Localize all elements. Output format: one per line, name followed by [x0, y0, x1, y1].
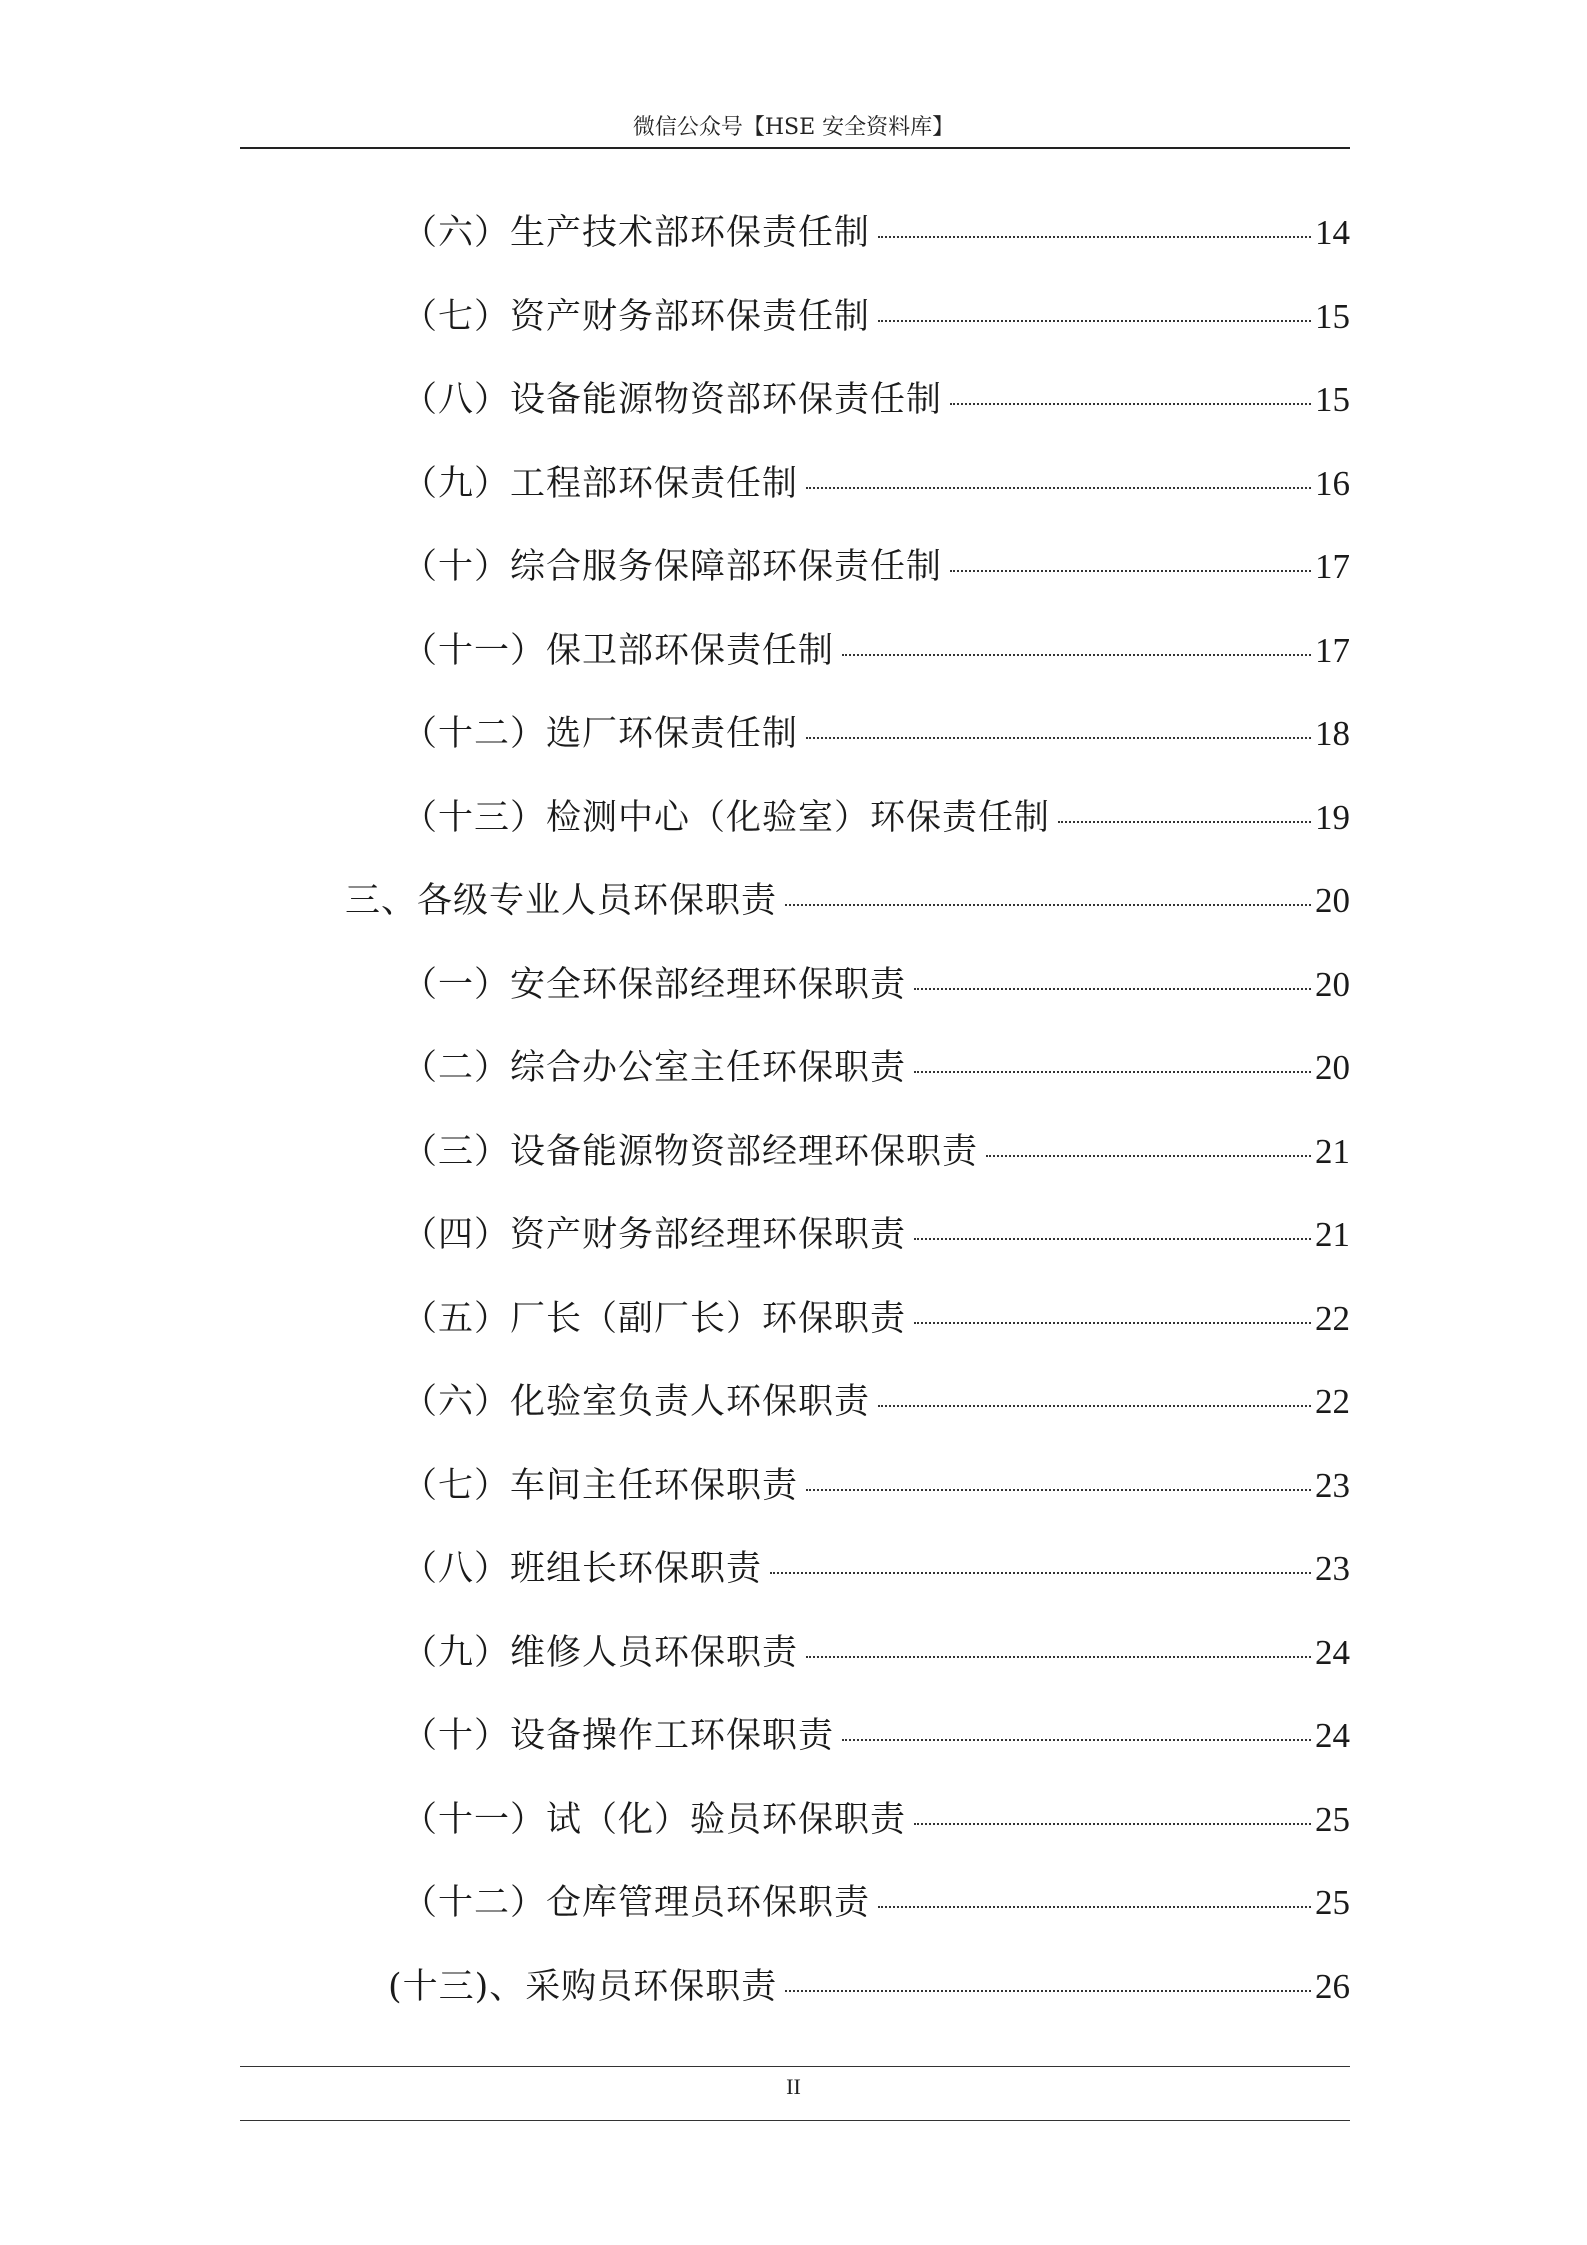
- toc-dot-leader: [950, 403, 1311, 405]
- footer-rule-top: [240, 2066, 1350, 2067]
- toc-entry-page-number: 14: [1315, 213, 1350, 252]
- toc-entry[interactable]: [402, 458, 1350, 510]
- toc-entry[interactable]: [402, 291, 1350, 343]
- toc-entry-page-number: 21: [1315, 1131, 1350, 1171]
- toc-entry-page-number: 25: [1315, 1799, 1350, 1839]
- toc-entry-label: （八）班组长环保职责: [402, 1549, 763, 1589]
- toc-entry-label: (十三)、采购员环保职责: [388, 1966, 778, 2007]
- toc-entry-label: （十二）选厂环保责任制: [402, 714, 799, 754]
- toc-entry-label: （十一）保卫部环保责任制: [402, 630, 835, 671]
- toc-entry-page-number: 20: [1315, 1048, 1350, 1087]
- toc-dot-leader: [785, 1990, 1311, 1992]
- toc-dot-leader: [914, 1322, 1311, 1324]
- toc-entry-label: （八）设备能源物资部环保责任制: [402, 380, 943, 420]
- toc-entry[interactable]: [402, 1543, 1350, 1595]
- toc-entry[interactable]: [345, 875, 1350, 927]
- toc-dot-leader: [806, 1656, 1311, 1658]
- toc-entry-page-number: 17: [1315, 630, 1350, 670]
- toc-dot-leader: [986, 1155, 1311, 1157]
- toc-entry-label: （二）综合办公室主任环保职责: [402, 1048, 907, 1088]
- toc-entry-label: （十二）仓库管理员环保职责: [402, 1883, 871, 1923]
- toc-dot-leader: [914, 1823, 1311, 1825]
- toc-dot-leader: [806, 1489, 1311, 1491]
- toc-dot-leader: [842, 654, 1311, 656]
- toc-entry-label: （十三）检测中心（化验室）环保责任制: [402, 797, 1051, 838]
- toc-entry[interactable]: [402, 1710, 1350, 1762]
- toc-dot-leader: [914, 1238, 1311, 1240]
- toc-entry[interactable]: [402, 1460, 1350, 1512]
- toc-entry[interactable]: [402, 1794, 1350, 1846]
- toc-entry-page-number: 21: [1315, 1215, 1350, 1254]
- toc-entry-label: 三、各级专业人员环保职责: [345, 881, 778, 921]
- footer-page-number: II: [786, 2074, 801, 2099]
- toc-entry-page-number: 26: [1315, 1966, 1350, 2006]
- toc-entry-label: （六）生产技术部环保责任制: [402, 213, 871, 253]
- toc-entry[interactable]: [402, 792, 1350, 844]
- toc-entry-page-number: 19: [1315, 797, 1350, 837]
- toc-entry[interactable]: [402, 1042, 1350, 1094]
- toc-entry-page-number: 20: [1315, 881, 1350, 920]
- toc-entry[interactable]: [402, 374, 1350, 426]
- toc-entry-label: （一）安全环保部经理环保职责: [402, 964, 907, 1005]
- toc-entry-page-number: 23: [1315, 1465, 1350, 1505]
- toc-dot-leader: [842, 1739, 1311, 1741]
- toc-dot-leader: [806, 737, 1311, 739]
- toc-entry-page-number: 15: [1315, 380, 1350, 419]
- toc-dot-leader: [770, 1572, 1311, 1574]
- footer-rule-bottom: [240, 2120, 1350, 2121]
- toc-entry[interactable]: [388, 1961, 1350, 2013]
- toc-entry-page-number: 24: [1315, 1632, 1350, 1672]
- toc-dot-leader: [914, 988, 1311, 990]
- toc-dot-leader: [1058, 821, 1311, 823]
- toc-dot-leader: [878, 1906, 1311, 1908]
- toc-entry[interactable]: [402, 1376, 1350, 1428]
- toc-entry[interactable]: [402, 541, 1350, 593]
- toc-entry-page-number: 23: [1315, 1549, 1350, 1588]
- toc-entry-label: （十一）试（化）验员环保职责: [402, 1799, 907, 1840]
- toc-dot-leader: [806, 487, 1311, 489]
- toc-entry-page-number: 17: [1315, 547, 1350, 586]
- toc-entry-page-number: 16: [1315, 463, 1350, 503]
- toc-entry[interactable]: [402, 959, 1350, 1011]
- toc-entry-label: （六）化验室负责人环保职责: [402, 1382, 871, 1422]
- toc-entry-page-number: 20: [1315, 964, 1350, 1004]
- toc-entry-label: （十）综合服务保障部环保责任制: [402, 547, 943, 587]
- toc-entry-label: （三）设备能源物资部经理环保职责: [402, 1131, 979, 1172]
- toc-entry-page-number: 18: [1315, 714, 1350, 753]
- toc-entry-label: （九）维修人员环保职责: [402, 1632, 799, 1673]
- toc-entry-page-number: 15: [1315, 296, 1350, 336]
- toc-dot-leader: [878, 320, 1311, 322]
- toc-entry-label: （七）车间主任环保职责: [402, 1465, 799, 1506]
- toc-dot-leader: [914, 1071, 1311, 1073]
- toc-entry-label: （四）资产财务部经理环保职责: [402, 1215, 907, 1255]
- toc-entry[interactable]: [402, 625, 1350, 677]
- page-header: 微信公众号【HSE 安全资料库】: [632, 115, 955, 140]
- toc-entry[interactable]: [402, 207, 1350, 259]
- toc-dot-leader: [878, 1405, 1311, 1407]
- toc-entry[interactable]: [402, 1877, 1350, 1929]
- toc-entry-page-number: 22: [1315, 1382, 1350, 1421]
- toc-entry[interactable]: [402, 1209, 1350, 1261]
- toc-entry-label: （十）设备操作工环保职责: [402, 1716, 835, 1756]
- toc-entry[interactable]: [402, 1126, 1350, 1178]
- toc-entry[interactable]: [402, 1293, 1350, 1345]
- toc-entry-page-number: 22: [1315, 1298, 1350, 1338]
- toc-entry[interactable]: [402, 1627, 1350, 1679]
- toc-entry[interactable]: [402, 708, 1350, 760]
- toc-dot-leader: [785, 904, 1311, 906]
- header-rule: [240, 147, 1350, 149]
- toc-entry-label: （九）工程部环保责任制: [402, 463, 799, 504]
- toc-entry-label: （五）厂长（副厂长）环保职责: [402, 1298, 907, 1339]
- toc-entry-page-number: 25: [1315, 1883, 1350, 1922]
- toc-dot-leader: [878, 236, 1311, 238]
- toc-entry-label: （七）资产财务部环保责任制: [402, 296, 871, 337]
- toc-dot-leader: [950, 570, 1311, 572]
- toc-entry-page-number: 24: [1315, 1716, 1350, 1755]
